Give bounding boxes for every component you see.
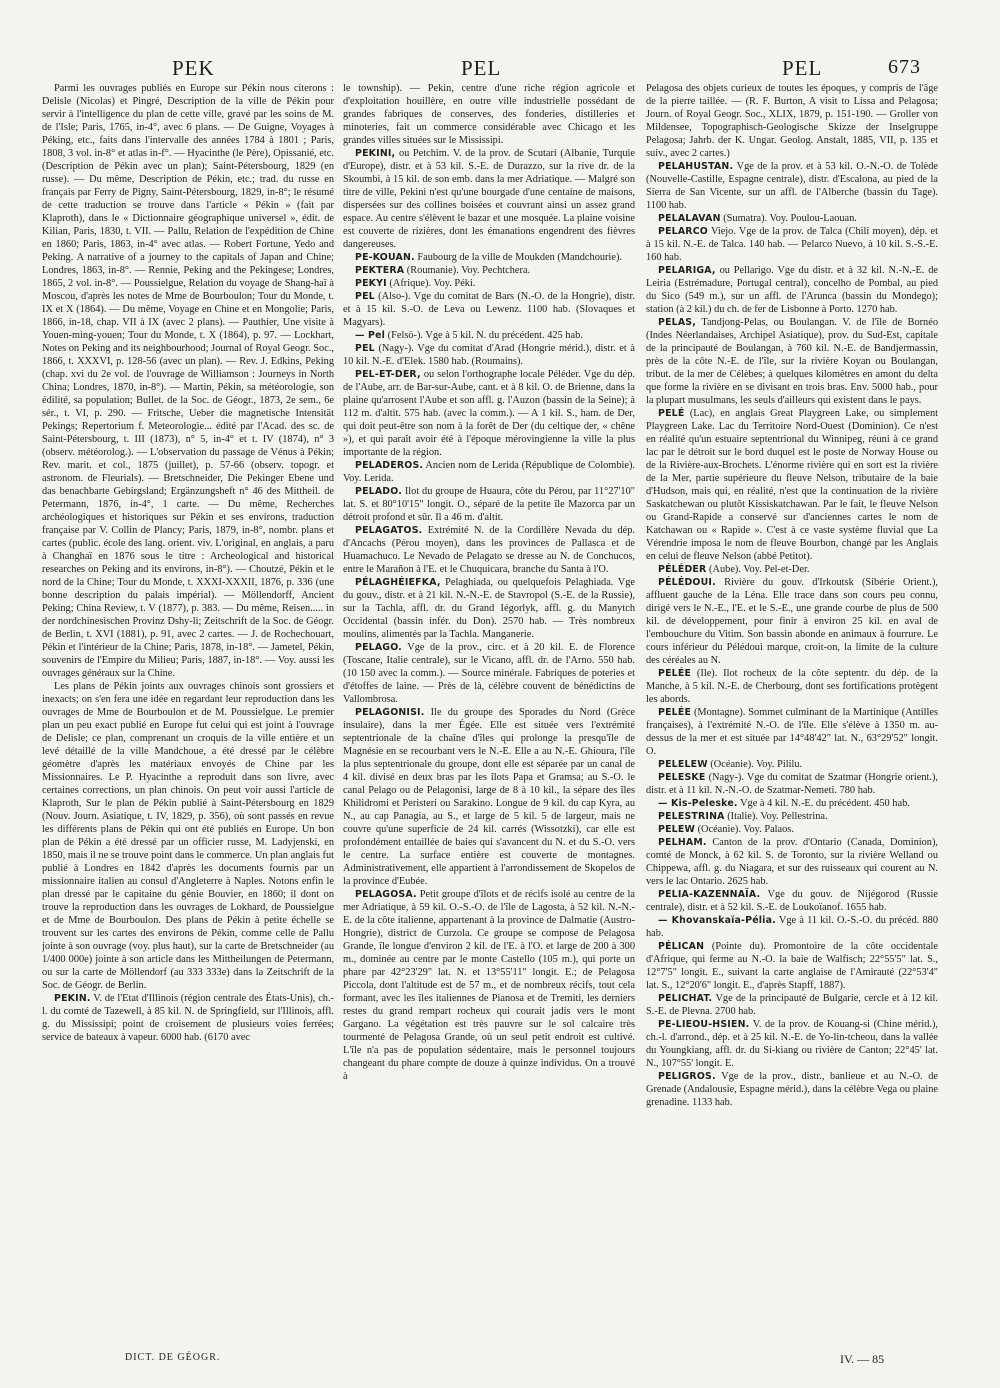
entry-headword: PE-KOUAN. [355,252,415,263]
dictionary-entry [646,1070,938,1109]
entry-headword: PELIGROS. [658,1071,716,1082]
dictionary-entry [42,992,334,1044]
dictionary-entry [343,485,635,524]
entry-text: Ilot du groupe de Huaura, côte du Pérou, par 11°27'10" lat. S. et 80°10'15" longit. O., séparé de la petite île Mazorca par un détroit profond et sûr. Il a 46 m. d'altit. [343,486,635,523]
dictionary-entry [343,888,635,1083]
entry-text: (Felsö-). Vge à 5 kil. N. du précédent. 425 hab. [385,330,583,341]
dictionary-entry [646,823,938,836]
entry-headword: PELAHUSTAN. [658,161,734,172]
entry-text: Ile du groupe des Sporades du Nord (Grèce insulaire), dans la mer Égée. Elle est située vers l'extrémité septentrionale de la chaîne d'îles qui prolonge la presqu'île de Magnésie en se recourbant vers le N.-E. Elle a au N.-E. Ghioura, l'île la plus septentrionale du groupe, dont elle est séparée par un canal de 4 kil. divisé en deux bras par les îlots Papa et Gramsa; au S.-O. le canal Pelago ou de Pelagonisi, large de 8 à 10 kil., la sépare des îles Khilidromi et Peristeri ou Sarakino. Longue de 9 kil. du cap Kyra, au N., au cap Panagia, au S., et large de 5 kil. 5 de largeur, mais ne couvre qu'une superficie de 24 kil. carrés (Wissotzki), car elle est profondément entaillée de baies qui s'avancent du N. et du S.-O. vers le centre. La surface entière est couverte de montagnes. Administrativement, elle appartient à l'arrondissement de Skopelos de la province d'Eubée. [343,707,635,887]
dictionary-entry [646,888,938,914]
entry-text: ou Petchim. V. de la prov. de Scutari (Albanie, Turquie d'Europe), distr. et à 53 kil. S.-E. de Durazzo, sur la rive dr. de la Skoumbi, à 15 kil. de son emb. dans la mer Adriatique. — Malgré son titre de ville, Pekini n'est qu'une bourgade d'une centaine de maisons, dispersées sur des collines boisées et couvrant ainsi un assez grand espace. Au centre s'élèvent le bazar et une mosquée. La plaine voisine est couverte de rizières, dont les émanations engendrent des fièvres dangereuses. [343,148,635,250]
entry-headword: PEL [355,343,375,354]
dictionary-entry [646,667,938,706]
entry-text: Les plans de Pékin joints aux ouvrages chinois sont grossiers et inexacts; on s'en fera une idée en regardant leur reproduction dans les ouvrages de Mme de Bourboulon et de M. Poussielgue. Le premier plan un peu exact publié en Europe fut celui qui est joint à l'ouvrage de Delisle; ce plan, comprenant un croquis de la ville entière et un levé détaillé de la ville Mandchoue, a été dressé par le célèbre géomètre d'après les matériaux envoyés de Chine par les Missionnaires. Le P. Hyacinthe a reproduit dans son livre, avec certaines corrections, un plan chinois. On peut voir aussi l'article de Klaproth, Sur le plan de Pékin publié à Saint-Pétersbourg en 1829 (Nouv. Journ. Asiatique, t. IV, 1829, p. 356), où sont passés en revue les différents plans de Pékin qui ont été publiés en Europe. Un bon plan de Pékin a été dressé par un officier russe, M. Ladyjenski, en 1850, mais il ne se trouve point dans le commerce. Un plan anglais fut publié à Londres en 1842 d'après les documents fournis par un missionnaire italien au consul d'Angleterre à Naples. Notons enfin le plan dressé par le capitaine du génie Bouvier, en 1860; il dont on trouve la reproduction dans les ouvrages de Lokhard, de Poussielgue et de Mme de Bourboulon. Des plans de Pékin à petite échelle se trouvent sur les cartes des environs de Pékin, comme celle de Pallu jointe à son ouvrage (voy. plus haut), sur la carte de Bretschneider (au 1/400 000e) jointe à son article dans les Mittheilungen de Petermann, ou sur la carte de Möllendorf (au 333 333e) dans la Zeitschrift de la Soc. de Géogr. de Berlin. [42,681,334,991]
dictionary-entry [646,810,938,823]
dictionary-entry [343,342,635,368]
running-head-center: PEL [461,56,502,80]
dictionary-entry [343,277,635,290]
dictionary-entry [646,212,938,225]
entry-headword: PEKTERA [355,265,405,276]
dictionary-entry [646,992,938,1018]
entry-headword: — Pel [355,330,386,341]
entry-headword: PEKINI, [355,148,396,159]
entry-text: (Montagne). Sommet culminant de la Martinique (Antilles françaises), à l'extrémité N.-O. de l'île. Elle s'élève à 1350 m. au-dessus de la mer et est située par 14°48'42" lat. N., 63°29'52" longit. O. [646,707,938,757]
entry-text: Vge de la principauté de Bulgarie, cercle et à 12 kil. S.-E. de Plevna. 2700 hab. [646,993,938,1017]
entry-text: Parmi les ouvrages publiés en Europe sur Pékin nous citerons : Delisle (Nicolas) et Pingré, Description de la ville de Pékin pour servir à l'intelligence du plan de cette ville, gravé par les soins de M. de l'Isle; Paris, 1765, in-4°, avec 6 plans. — De Guigne, Voyages à Péking, etc., faits dans l'intervalle des années 1784 à 1801 ; Paris, 1808, 3 vol. in-8° et atlas in-f°. — Hyacinthe (le Père), Opissanié, etc. (Description de Pékin avec un plan); Saint-Pétersbourg, 1829 (en russe). — Du même, Description de Pékin, etc.; trad. du russe en français par Ferry de Pigny, Saint-Pétersbourg, 1829, in-8°; le résumé de cette traduction se trouve dans l'article « Pékin » (fait par Klaproth), dans le « Dictionnaire géographique universel », édit. de Kilian, Paris, 1830, t. VII. — Pallu, Relation de l'expédition de Chine en 1860; Paris, 1863, in-4° avec atlas. — Robert Fortune, Yedo and Peking. A narrative of a journey to the capitals of Japan and Chine; Londres, 1863, in-8°. — Rennie, Peking and the Pekingese; Londres, 1865, 2 vol. in-8°. — Poussielgue, Relation du voyage de Shang-haï à Moscou, d'après les notes de Mme de Bourboulon; Tour du Monde, t. IX et X (1864). — Du même, Voyage en Chine et en Mongolie; Paris, 1866, in-18, chap. VII à IX (avec 2 plans). — Pauthier, Une visite à Youen-ming-youen; Tour du Monde, t. X (1864), p. 97. — Lockhart, Notes on Peking and its neighbourhood; Journal of Royal Geogr. Soc., 1866, t. XXXVI, p. 128-56 (avec un plan). — Rev. J. Edkins, Peking (chap. xvi du 2e vol. de l'ouvrage de Williamson : Journeys in North China; Londres, 1870, in-8°). — Martin, Pékin, sa météorologie, son édilité, sa population; Bullet. de la Soc. de Géogr., 1873, 2e sem., 6e sér., t. VI, p. 290. — Fritsche, Ueber die magnetische Intensität Pekings; Repertorium f. Meteorologie... édité par l'Acad. des sc. de Saint-Pétersbourg, t. III (1873), n° 5, in-4° et t. IV (1874), n° 3 (observ. météorolog.). — L'observation du passage de Vénus à Pékin; Rev. marit. et col., 1875 (juillet), p. 57-66 (observ. topogr. et astronom. de Fleurials). — Bretschneider, Die Pekinger Ebene und das benachbarte Gebirgsland; Ergänzungsheft n° 46 des Mittheil. de Petermann, 1876, in-4°, 1 carte. — Du même, Recherches archéologiques et historiques sur Pékin et ses environs, traduction française par V. Collin de Plancy; Paris, 1879, in-8°, nombr. plans et cartes (public. école des lang. orient. viv. L'original, en anglais, a paru à Changhaï en 1876 sous le titre : Archeological and historical researches on Peking and its environs, in-8°). — Choutzé, Pékin et le nord de la Chine; Tour du Monde, t. XXXI-XXXII, 1876, p. 336 (une bonne description du palais impérial). — Möllendorff, Ancient Peking; China Review, t. V (1877), p. 383. — Du même, Reisen..... in der nordchinesischen Provinz Dshy-li; Zeitschrift de la Soc. de Géogr. de Berlin, t. XVI (1881), p. 91, avec 2 cartes. — J. de Rochechouart, Pékin et l'intérieur de la Chine; Paris, 1878, in-18°. — Jametel, Pékin, souvenirs de l'Empire du Milieu; Paris, 1887, in-18°. — Voy. aussi les ouvrages généraux sur la Chine. [42,83,334,679]
entry-headword: PELÉ [658,408,685,419]
entry-text: Vge de la prov., distr., banlieue et au N.-O. de Grenade (Andalousie, Espagne mérid.), dans la célèbre Vega ou plaine grenadine. 1133 hab. [646,1071,938,1108]
entry-headword: PELAGO. [355,642,402,653]
entry-text: (Roumanie). Voy. Pechtchera. [404,265,531,276]
entry-text: Vge de la prov., circ. et à 20 kil. E. de Florence (Toscane, Italie centrale), sur le Vicano, affl. dr. de l'Arno. 550 hab. (10 150 avec la comm.). — Source minérale. Fabriques de poteries et d'étoffes de laine. — Près de là, célèbre couvent de bénédictins de Vallombrosa. [343,642,635,705]
entry-headword: PE-LIEOU-HSIEN. [658,1019,750,1030]
dictionary-entry [343,576,635,641]
entry-text: Ancien nom de Lerida (République de Colombie). Voy. Lerida. [343,460,635,484]
entry-headword: PEL [355,291,375,302]
entry-headword: PELARCO [658,226,708,237]
entry-headword: PELARIGA, [658,265,716,276]
footer-signature: DICT. DE GÉOGR. [125,1352,221,1363]
entry-headword: — Khovanskaïa-Pélia. [658,915,776,926]
entry-headword: PÉLICAN [658,941,705,952]
entry-text: (Italie). Voy. Pellestrina. [724,811,828,822]
entry-text: ou selon l'orthographe locale Péléder. Vge du dép. de l'Aube, arr. de Bar-sur-Aube, cant. et à 8 kil. O. de Brienne, dans la plaine qu'arrosent l'Aube et son affl. g. l'Auzon (bassin de la Seine); à 112 m. d'altit. 575 hab. (avec la comm.). — A 1 kil. S., ham. de Der, qui doit peut-être son nom à la forêt de Der (du celtique der, « chêne »), et qui paraît avoir été à l'époque mérovingienne la ville la plus importante de la région. [343,369,635,458]
text-paragraph [42,680,334,992]
entry-headword: PELADEROS. [355,460,424,471]
dictionary-entry [646,160,938,212]
entry-headword: PEKYI [355,278,387,289]
dictionary-entry [343,264,635,277]
entry-headword: PELHAM. [658,837,707,848]
entry-headword: PELÉE [658,707,692,718]
entry-text: Extrémité N. de la Cordillère Nevada du dép. d'Ancachs (Pérou moyen), dans les provinces de Pallasca et de Huamachuco. Le Nevado de Pelagato se dresse au N. de Conchucos, entre le Marañon à l'E. et le Chuquicara, branche du Santa à l'O. [343,525,635,575]
entry-text: (Nagy-). Vge du comitat d'Arad (Hongrie mérid.), distr. et à 10 kil. N.-E. d'Elek. 1580 hab. (Roumains). [343,343,635,367]
entry-headword: PELESTRINA [658,811,725,822]
entry-text: (Océanie). Voy. Palaos. [695,824,794,835]
entry-headword: PELAGOSA. [355,889,417,900]
dictionary-entry [646,771,938,797]
footer-sheet-number: IV. — 85 [840,1352,885,1366]
entry-headword: PELAGATOS. [355,525,423,536]
dictionary-entry [646,563,938,576]
text-paragraph [42,82,334,680]
entry-headword: PELELEW [658,759,708,770]
entry-text: Canton de la prov. d'Ontario (Canada, Dominion), comté de Monck, à 62 kil. S. de Toronto, sur la rivière Welland ou Chippewa, affl. g. du Niagara, et sur des ruisseaux qui courent au N. vers le lac Ontario. 2625 hab. [646,837,938,887]
dictionary-entry [646,576,938,667]
entry-text: Vge du gouv. de Nijégorod (Russie centrale), distr. et à 52 kil. S.-E. de Loukoïanof. 1655 hab. [646,889,938,913]
entry-headword: PELADO. [355,486,403,497]
dictionary-entry [343,368,635,459]
entry-text: ou Pellarigo. Vge du distr. et à 32 kil. N.-N.-E. de Leiria (Estrémadure, Portugal central), concelho de Pombal, au pied du Sico (549 m.), sur un affl. de l'Arunca (bassin du Mondego); station (à 2 kil.) du ch. de fer de Lisbonne à Porto. 1270 hab. [646,265,938,315]
entry-text: (Océanie). Voy. Pililu. [707,759,803,770]
entry-text: le township). — Pekin, centre d'une riche région agricole et d'exploitation houillère, en outre ville industrielle possédant de grandes fabriques de conserves, des fonderies, distilleries et minoteries, fait un commerce considérable avec Chicago et les grandes villes situées sur le Mississipi. [343,83,635,146]
dictionary-entry [343,329,635,342]
dictionary-entry [343,524,635,576]
entry-text: Vge de la prov. et à 53 kil. O.-N.-O. de Tolède (Nouvelle-Castille, Espagne centrale), distr. d'Escalona, au pied de la Sierra de San Vicente, sur un affl. de l'Alberche (bassin du Tage). 1100 hab. [646,161,938,211]
entry-headword: PELÉE [658,668,692,679]
dictionary-entry [343,706,635,888]
entry-headword: PELEW [658,824,695,835]
entry-text: V. de l'Etat d'Illinois (région centrale des États-Unis), ch.-l. du comté de Tazewell, à 85 kil. N. de Springfield, sur l'Illinois, affl. g. du Mississipi; point de croisement de plusieurs voies ferrées; service de bateaux à vapeur. 6000 hab. (6170 avec [42,993,334,1043]
dictionary-entry [646,1018,938,1070]
dictionary-entry [646,407,938,563]
text-column-1 [42,82,334,1328]
page-number: 673 [888,56,921,78]
entry-text: Vge à 11 kil. O.-S.-O. du précéd. 880 hab. [646,915,938,939]
entry-headword: PÉLAGHÉIEFKA, [355,577,441,588]
entry-text: Pelaghiada, ou quelquefois Pelaghiada. Vge du gouv., distr. et à 21 kil. N.-N.-E. de Stavropol (S.-E. de la Russie), sur la Tachla, affl. dr. du Grand Iégorlyk, affl. g. du Manytch Occidental (bassin infér. du Don). 2570 hab. — Très nombreux moulins, alimentés par la Tachla. Manganerie. [343,577,635,640]
dictionary-entry [646,797,938,810]
entry-headword: PELIA-KAZENNAÏA. [658,889,761,900]
dictionary-entry [343,251,635,264]
entry-headword: PEL-ET-DER, [355,369,421,380]
entry-text: (Aube). Voy. Pel-et-Der. [706,564,810,575]
entry-text: (Ile). Ilot rocheux de la côte septentr. du dép. de la Manche, à 5 kil. N.-E. de Cherbourg, dont ses fortifications protègent les abords. [646,668,938,705]
entry-headword: — Kis-Peleske. [658,798,738,809]
text-paragraph [646,82,938,160]
entry-text: V. de la prov. de Kouang-si (Chine mérid.), ch.-l. d'arrond., dép. et à 25 kil. N.-E. de Yo-lin-tcheou, dans la vallée du Youngkiang, affl. dr. du Si-kiang ou rivière de Canton; 22°45' lat. N., 107°55' longit. E. [646,1019,938,1069]
entry-text: Tandjong-Pelas, ou Boulangan. V. de l'île de Bornéo (Indes Néerlandaises, Archipel Asiatique), prov. du Sud-Est, capitale de la principauté de Boulangan, à 760 kil. N.-E. de Bandjermassin, près de la côte N.-E. de l'île, sur la rivière Koyan ou Boulangan, tribut. de la mer de Célèbes; à quelques kilomètres en amont du delta que forme la rivière en se divisant en trois bras. Env. 5000 hab., pour la plupart musulmans, les seuls d'ailleurs qui existent dans le pays. [646,317,938,406]
dictionary-entry [646,758,938,771]
dictionary-entry [646,264,938,316]
dictionary-entry [646,316,938,407]
dictionary-entry [343,290,635,329]
entry-text: (Sumatra). Voy. Poulou-Laouan. [720,213,857,224]
entry-text: Rivière du gouv. d'Irkoutsk (Sibérie Orient.), affluent gauche de la Léna. Elle trace dans son cours peu connu, dirigé vers le N.-E., l'E. et le S.-E., une grande courbe de plus de 500 kil. de développement, pour finir à environ 25 kil. en aval de l'embouchure du Vitim. Son bassin abonde en animaux à fourrure. Le cours inférieur du Pélédoui marque, croit-on, la limite de la culture des céréales au N. [646,577,938,666]
dictionary-entry [646,914,938,940]
dictionary-entry [646,836,938,888]
dictionary-entry [646,940,938,992]
entry-text: (Also-). Vge du comitat de Bars (N.-O. de la Hongrie), distr. et à 15 kil. S.-O. de Leva ou Lewenz. 1100 hab. (Slovaques et Magyars). [343,291,635,328]
dictionary-entry [343,641,635,706]
dictionary-entry [343,147,635,251]
dictionary-entry [646,225,938,264]
entry-headword: PÉLÉDOUI. [658,577,716,588]
entry-headword: PELESKE [658,772,706,783]
entry-text: Petit groupe d'îlots et de récifs isolé au centre de la mer Adriatique, à 59 kil. O.-S.-O. de l'île de Lagosta, à 52 kil. N.-N.-E. de la côte italienne, appartenant à la province de Dalmatie (Austro-Hongrie), district de Curzola. Ce groupe se compose de Pelagosa Grande, île longue d'environ 2 kil. de l'E. à l'O. et large de 200 à 300 m., dominée au centre par le monte Castello (105 m.), qui porte un phare par 42°23'29" lat. N. et 13°55'11" longit. E.; de Pelagosa Piccola, dont l'altitude est de 57 m., et de nombreux récifs, tout cela formant, avec les îles italiennes de Pianosa et de Tremiti, les derniers restes du grand rempart rocheux qui courait jadis vers le mont Gargano. La végétation est très pauvre sur le sol calcaire très tourmenté de Pelagosa Grande, où un seul petit endroit est cultivé. L'île n'a pas de population sédentaire, mais le personnel toujours changeant du phare compte de douze à quinze individus. On a trouvé à [343,889,635,1082]
entry-headword: PELAS, [658,317,697,328]
entry-text: Viejo. Vge de la prov. de Talca (Chili moyen), dép. et à 15 kil. N.-E. de Talca. 140 hab. — Pelarco Nuevo, à 10 kil. S.-S.-E. 160 hab. [646,226,938,263]
running-head-left: PEK [172,56,215,80]
entry-headword: PELAGONISI. [355,707,425,718]
entry-headword: PELICHAT. [658,993,713,1004]
dictionary-entry [343,459,635,485]
entry-text: (Nagy-). Vge du comitat de Szatmar (Hongrie orient.), distr. et à 11 kil. N.-N.-O. de Szatmar-Nemeti. 780 hab. [646,772,938,796]
running-head-right: PEL [782,56,823,80]
entry-text: (Pointe du). Promontoire de la côte occidentale d'Afrique, qui ferme au N.-O. la baie de Walfisch; 22°55'5" lat. S., 12°7'5" longit. E., suivant la carte anglaise de l'Amirauté (22°53'4" lat. S., 12°20'6" longit. E., d'après Stapff, 1887). [646,941,938,991]
text-column-2 [343,82,635,1328]
entry-text: Faubourg de la ville de Moukden (Mandchourie). [414,252,622,263]
entry-text: (Lac), en anglais Great Playgreen Lake, ou simplement Playgreen Lake. Lac du Territoire Nord-Ouest (Dominion). Ce n'est en réalité qu'un estuaire septentrional du Winnipeg, réuni à ce grand lac par le détroit sur le bord duquel est le poste de Norway House ou de la Rivière-aux-Brochets. L'énorme rivière qui en sort est la rivière de la Mer, partie supérieure du fleuve Nelson, tributaire de la baie d'Hudson, mais qui, en réalité, n'est que la continuation de la rivière Saskatchewan ou plutôt Kissiskatchawan. Par le fait, le fleuve Nelson ou Grand-Rapide a conservé sur d'anciennes cartes le nom de Katchawan ou « Rapide ». C'est à ce vaste système fluvial que La Vérendrie imposa le nom de fleuve Bourbon, changé par les Anglais en celui de fleuve Nelson (abbé Petitot). [646,408,938,562]
text-column-3 [646,82,938,1328]
entry-headword: PELALAVAN [658,213,721,224]
entry-headword: PEKIN. [54,993,91,1004]
entry-text: Pelagosa des objets curieux de toutes les époques, y compris de l'âge de la pierre taillée. — (R. F. Burton, A visit to Lissa and Pelagosa; Journ. of Royal Geogr. Soc., XLIX, 1879, p. 151-190. — Groller von Mildensee, Topographisch-Geologische Skizze der Inselgruppe Pelagosa; Jahrb. der K. Ungar. Geolog. Anstalt, 1885, VII, p. 135 et suiv., avec 2 cartes.) [646,83,938,159]
entry-headword: PÉLÉDER [658,564,707,575]
text-paragraph [343,82,635,147]
entry-text: Vge à 4 kil. N.-E. du précédent. 450 hab. [737,798,910,809]
dictionary-entry [646,706,938,758]
entry-text: (Afrique). Voy. Péki. [386,278,476,289]
